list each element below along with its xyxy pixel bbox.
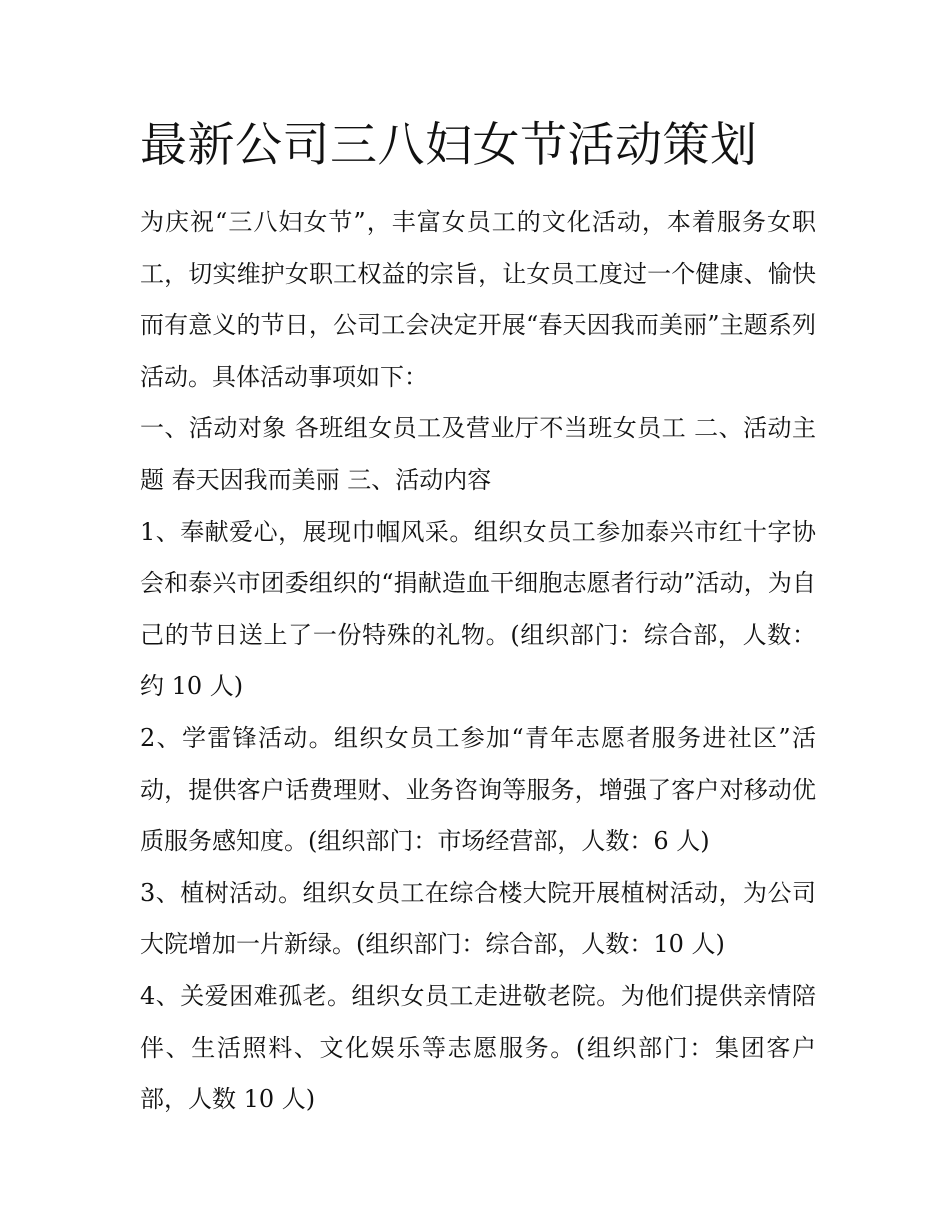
- intro-paragraph: 为庆祝“三八妇女节”，丰富女员工的文化活动，本着服务女职工，切实维护女职工权益的宗旨，让女员工度过一个健康、愉快而有意义的节日，公司工会决定开展“春天因我而美丽”主题系列活动。具体活动事项如下：: [140, 208, 816, 391]
- activity-item-3-paragraph: 3、植树活动。组织女员工在综合楼大院开展植树活动，为公司大院增加一片新绿。(组织部门：综合部，人数：10 人): [140, 878, 816, 959]
- document-page: [140, 112, 816, 1126]
- activity-item-4-paragraph: 4、关爱困难孤老。组织女员工走进敬老院。为他们提供亲情陪伴、生活照料、文化娱乐等志愿服务。(组织部门：集团客户部，人数 10 人): [140, 981, 816, 1114]
- activity-overview-paragraph: 一、活动对象 各班组女员工及营业厅不当班女员工 二、活动主题 春天因我而美丽 三、活动内容: [140, 414, 816, 494]
- document-title: 最新公司三八妇女节活动策划: [140, 118, 758, 173]
- activity-item-1-paragraph: 1、奉献爱心，展现巾帼风采。组织女员工参加泰兴市红十字协会和泰兴市团委组织的“捐献造血干细胞志愿者行动”活动，为自己的节日送上了一份特殊的礼物。(组织部门：综合部，人数：约 10 人): [140, 517, 816, 701]
- activity-item-2-paragraph: 2、学雷锋活动。组织女员工参加“青年志愿者服务进社区”活动，提供客户话费理财、业务咨询等服务，增强了客户对移动优质服务感知度。(组织部门：市场经营部，人数：6 人): [140, 723, 816, 856]
